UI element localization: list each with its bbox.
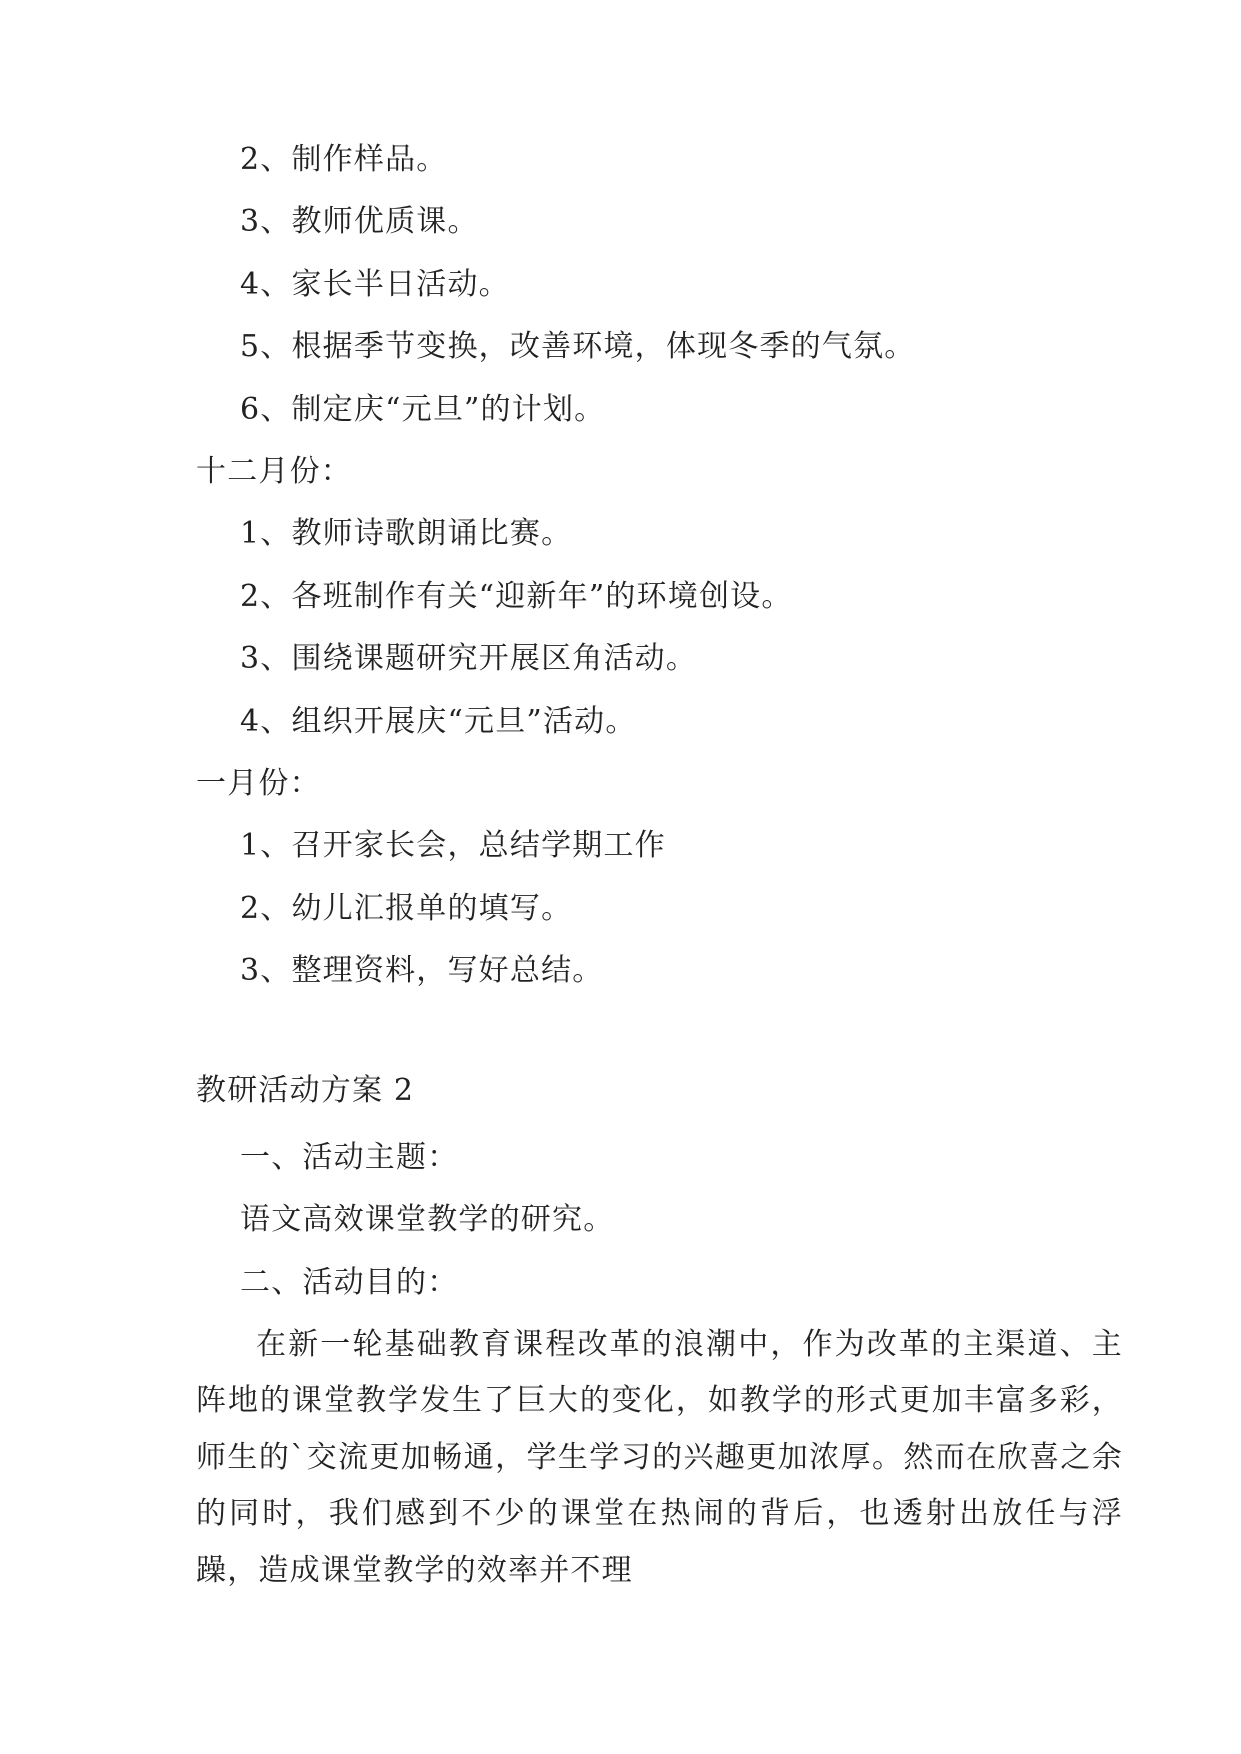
list-item: 5、根据季节变换，改善环境，体现冬季的气氛。 <box>240 329 916 365</box>
section-heading-december: 十二月份： <box>196 453 352 489</box>
section-divider <box>196 1005 1123 1063</box>
list-item: 2、制作样品。 <box>240 142 448 177</box>
list-item: 1、召开家长会，总结学期工作 <box>240 828 666 864</box>
list-item: 3、围绕课题研究开展区角活动。 <box>240 641 698 677</box>
list-item: 4、家长半日活动。 <box>240 266 510 302</box>
section-heading-january: 一月份： <box>196 765 321 801</box>
section-heading-activity-purpose: 二、活动目的： <box>240 1264 459 1300</box>
section-heading-activity-theme: 一、活动主题： <box>240 1139 459 1175</box>
list-item: 3、教师优质课。 <box>240 204 479 240</box>
list-item: 6、制定庆“元旦”的计划。 <box>240 391 606 427</box>
list-item: 4、组织开展庆“元旦”活动。 <box>240 703 637 739</box>
list-item: 1、教师诗歌朗诵比赛。 <box>240 516 573 552</box>
list-item: 2、幼儿汇报单的填写。 <box>240 890 573 926</box>
page-title: 教研活动方案 2 <box>196 1073 415 1109</box>
document-body <box>196 132 1123 1599</box>
list-item: 3、整理资料，写好总结。 <box>240 953 604 989</box>
list-item: 2、各班制作有关“迎新年”的环境创设。 <box>240 578 793 614</box>
section-body-activity-theme: 语文高效课堂教学的研究。 <box>240 1202 615 1238</box>
section-body-activity-purpose: 在新一轮基础教育课程改革的浪潮中，作为改革的主渠道、主阵地的课堂教学发生了巨大的变化，如教学的形式更加丰富多彩，师生的`交流更加畅通，学生学习的兴趣更加浓厚。然而在欣喜之余的同时，我们感到不少的课堂在热闹的背后，也透射出放任与浮躁，造成课堂教学的效率并不理 <box>196 1327 1123 1588</box>
